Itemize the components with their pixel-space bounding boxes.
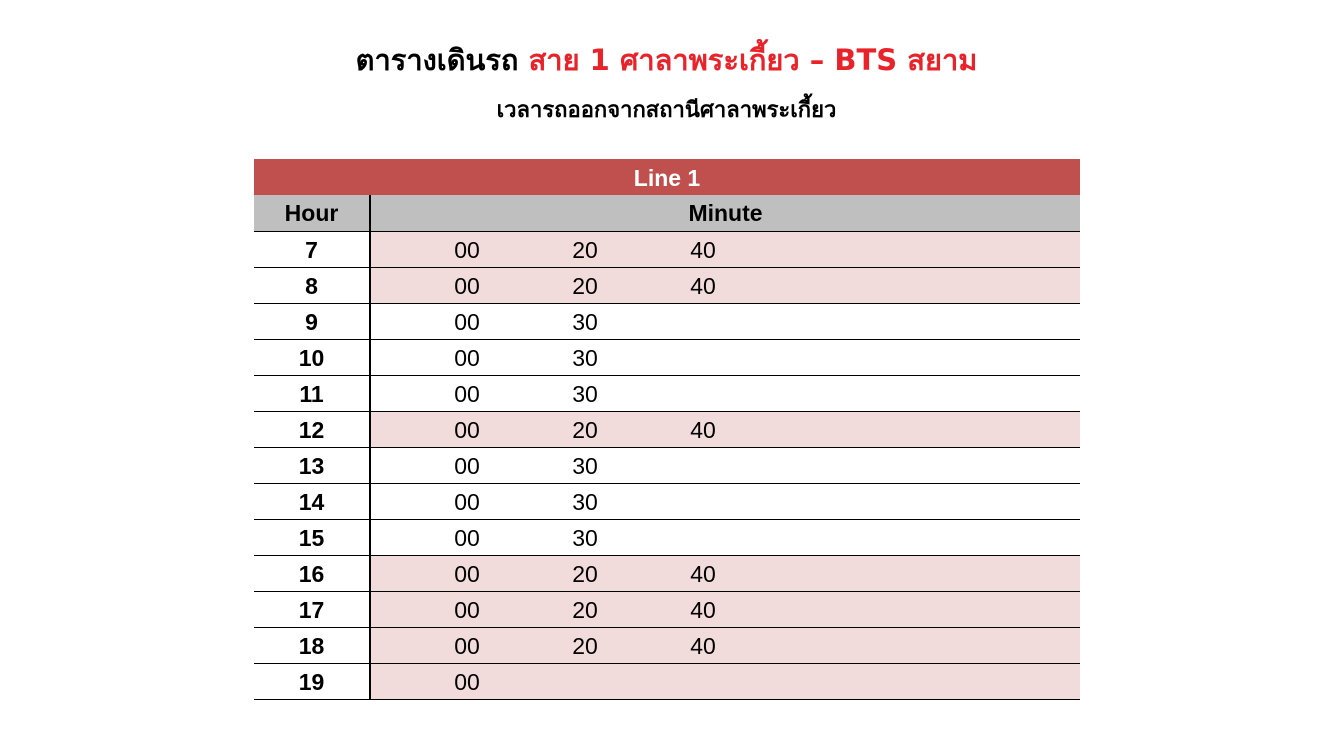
minute-value: 00 xyxy=(454,345,480,371)
minute-value: 40 xyxy=(690,273,716,299)
hour-cell: 12 xyxy=(254,412,371,447)
minute-value: 40 xyxy=(690,237,716,263)
table-row xyxy=(254,339,1080,375)
minutes-cell xyxy=(371,592,1080,627)
minute-value: 00 xyxy=(454,633,480,659)
minute-value: 00 xyxy=(454,453,480,479)
minutes-cell xyxy=(371,664,1080,699)
hour-cell: 19 xyxy=(254,664,371,699)
minutes-cell xyxy=(371,340,1080,375)
minutes-cell xyxy=(371,448,1080,483)
minute-column-header: Minute xyxy=(688,200,763,226)
table-row xyxy=(254,591,1080,627)
minutes-cell xyxy=(371,304,1080,339)
table-row xyxy=(254,303,1080,339)
minute-value: 40 xyxy=(690,597,716,623)
minutes-cell xyxy=(371,232,1080,267)
hour-cell: 15 xyxy=(254,520,371,555)
minutes-cell xyxy=(371,268,1080,303)
minutes-cell xyxy=(371,484,1080,519)
timetable xyxy=(254,159,1080,700)
hour-cell: 10 xyxy=(254,340,371,375)
minutes-cell xyxy=(371,412,1080,447)
title-route-name: สาย 1 ศาลาพระเกี้ยว – BTS สยาม xyxy=(528,43,978,77)
table-row xyxy=(254,663,1080,700)
hour-cell: 14 xyxy=(254,484,371,519)
table-row xyxy=(254,447,1080,483)
page-title xyxy=(0,38,1333,82)
minutes-cell xyxy=(371,376,1080,411)
hour-column-header: Hour xyxy=(254,195,371,231)
title-prefix: ตารางเดินรถ xyxy=(355,43,519,77)
hour-cell: 17 xyxy=(254,592,371,627)
minute-value: 00 xyxy=(454,417,480,443)
minute-value: 00 xyxy=(454,309,480,335)
minute-value: 30 xyxy=(572,345,598,371)
minute-value: 30 xyxy=(572,489,598,515)
hour-cell: 11 xyxy=(254,376,371,411)
column-header-row xyxy=(254,195,1080,231)
hour-cell: 18 xyxy=(254,628,371,663)
minute-value: 00 xyxy=(454,489,480,515)
minute-value: 40 xyxy=(690,561,716,587)
hour-cell: 7 xyxy=(254,232,371,267)
table-row xyxy=(254,519,1080,555)
minute-value: 30 xyxy=(572,381,598,407)
minute-value: 30 xyxy=(572,525,598,551)
table-row xyxy=(254,231,1080,267)
table-row xyxy=(254,555,1080,591)
minutes-cell xyxy=(371,556,1080,591)
minute-value: 20 xyxy=(572,633,598,659)
minute-value: 20 xyxy=(572,417,598,443)
minute-value: 20 xyxy=(572,273,598,299)
minute-value: 20 xyxy=(572,237,598,263)
minute-value: 00 xyxy=(454,237,480,263)
line-header: Line 1 xyxy=(254,159,1080,195)
minute-value: 20 xyxy=(572,561,598,587)
minute-value: 00 xyxy=(454,597,480,623)
table-row xyxy=(254,411,1080,447)
page-subtitle: เวลารถออกจากสถานีศาลาพระเกี้ยว xyxy=(496,98,837,123)
minute-value: 30 xyxy=(572,309,598,335)
hour-cell: 9 xyxy=(254,304,371,339)
table-row xyxy=(254,483,1080,519)
hour-cell: 8 xyxy=(254,268,371,303)
table-row xyxy=(254,375,1080,411)
timetable-body xyxy=(254,231,1080,700)
minute-value: 20 xyxy=(572,597,598,623)
minute-value: 00 xyxy=(454,381,480,407)
hour-cell: 16 xyxy=(254,556,371,591)
hour-cell: 13 xyxy=(254,448,371,483)
minutes-cell xyxy=(371,520,1080,555)
table-row xyxy=(254,267,1080,303)
minute-value: 00 xyxy=(454,561,480,587)
minute-value: 30 xyxy=(572,453,598,479)
minute-value: 40 xyxy=(690,417,716,443)
minute-value: 40 xyxy=(690,633,716,659)
minute-value: 00 xyxy=(454,273,480,299)
minute-value: 00 xyxy=(454,669,480,695)
minutes-cell xyxy=(371,628,1080,663)
minute-value: 00 xyxy=(454,525,480,551)
table-row xyxy=(254,627,1080,663)
